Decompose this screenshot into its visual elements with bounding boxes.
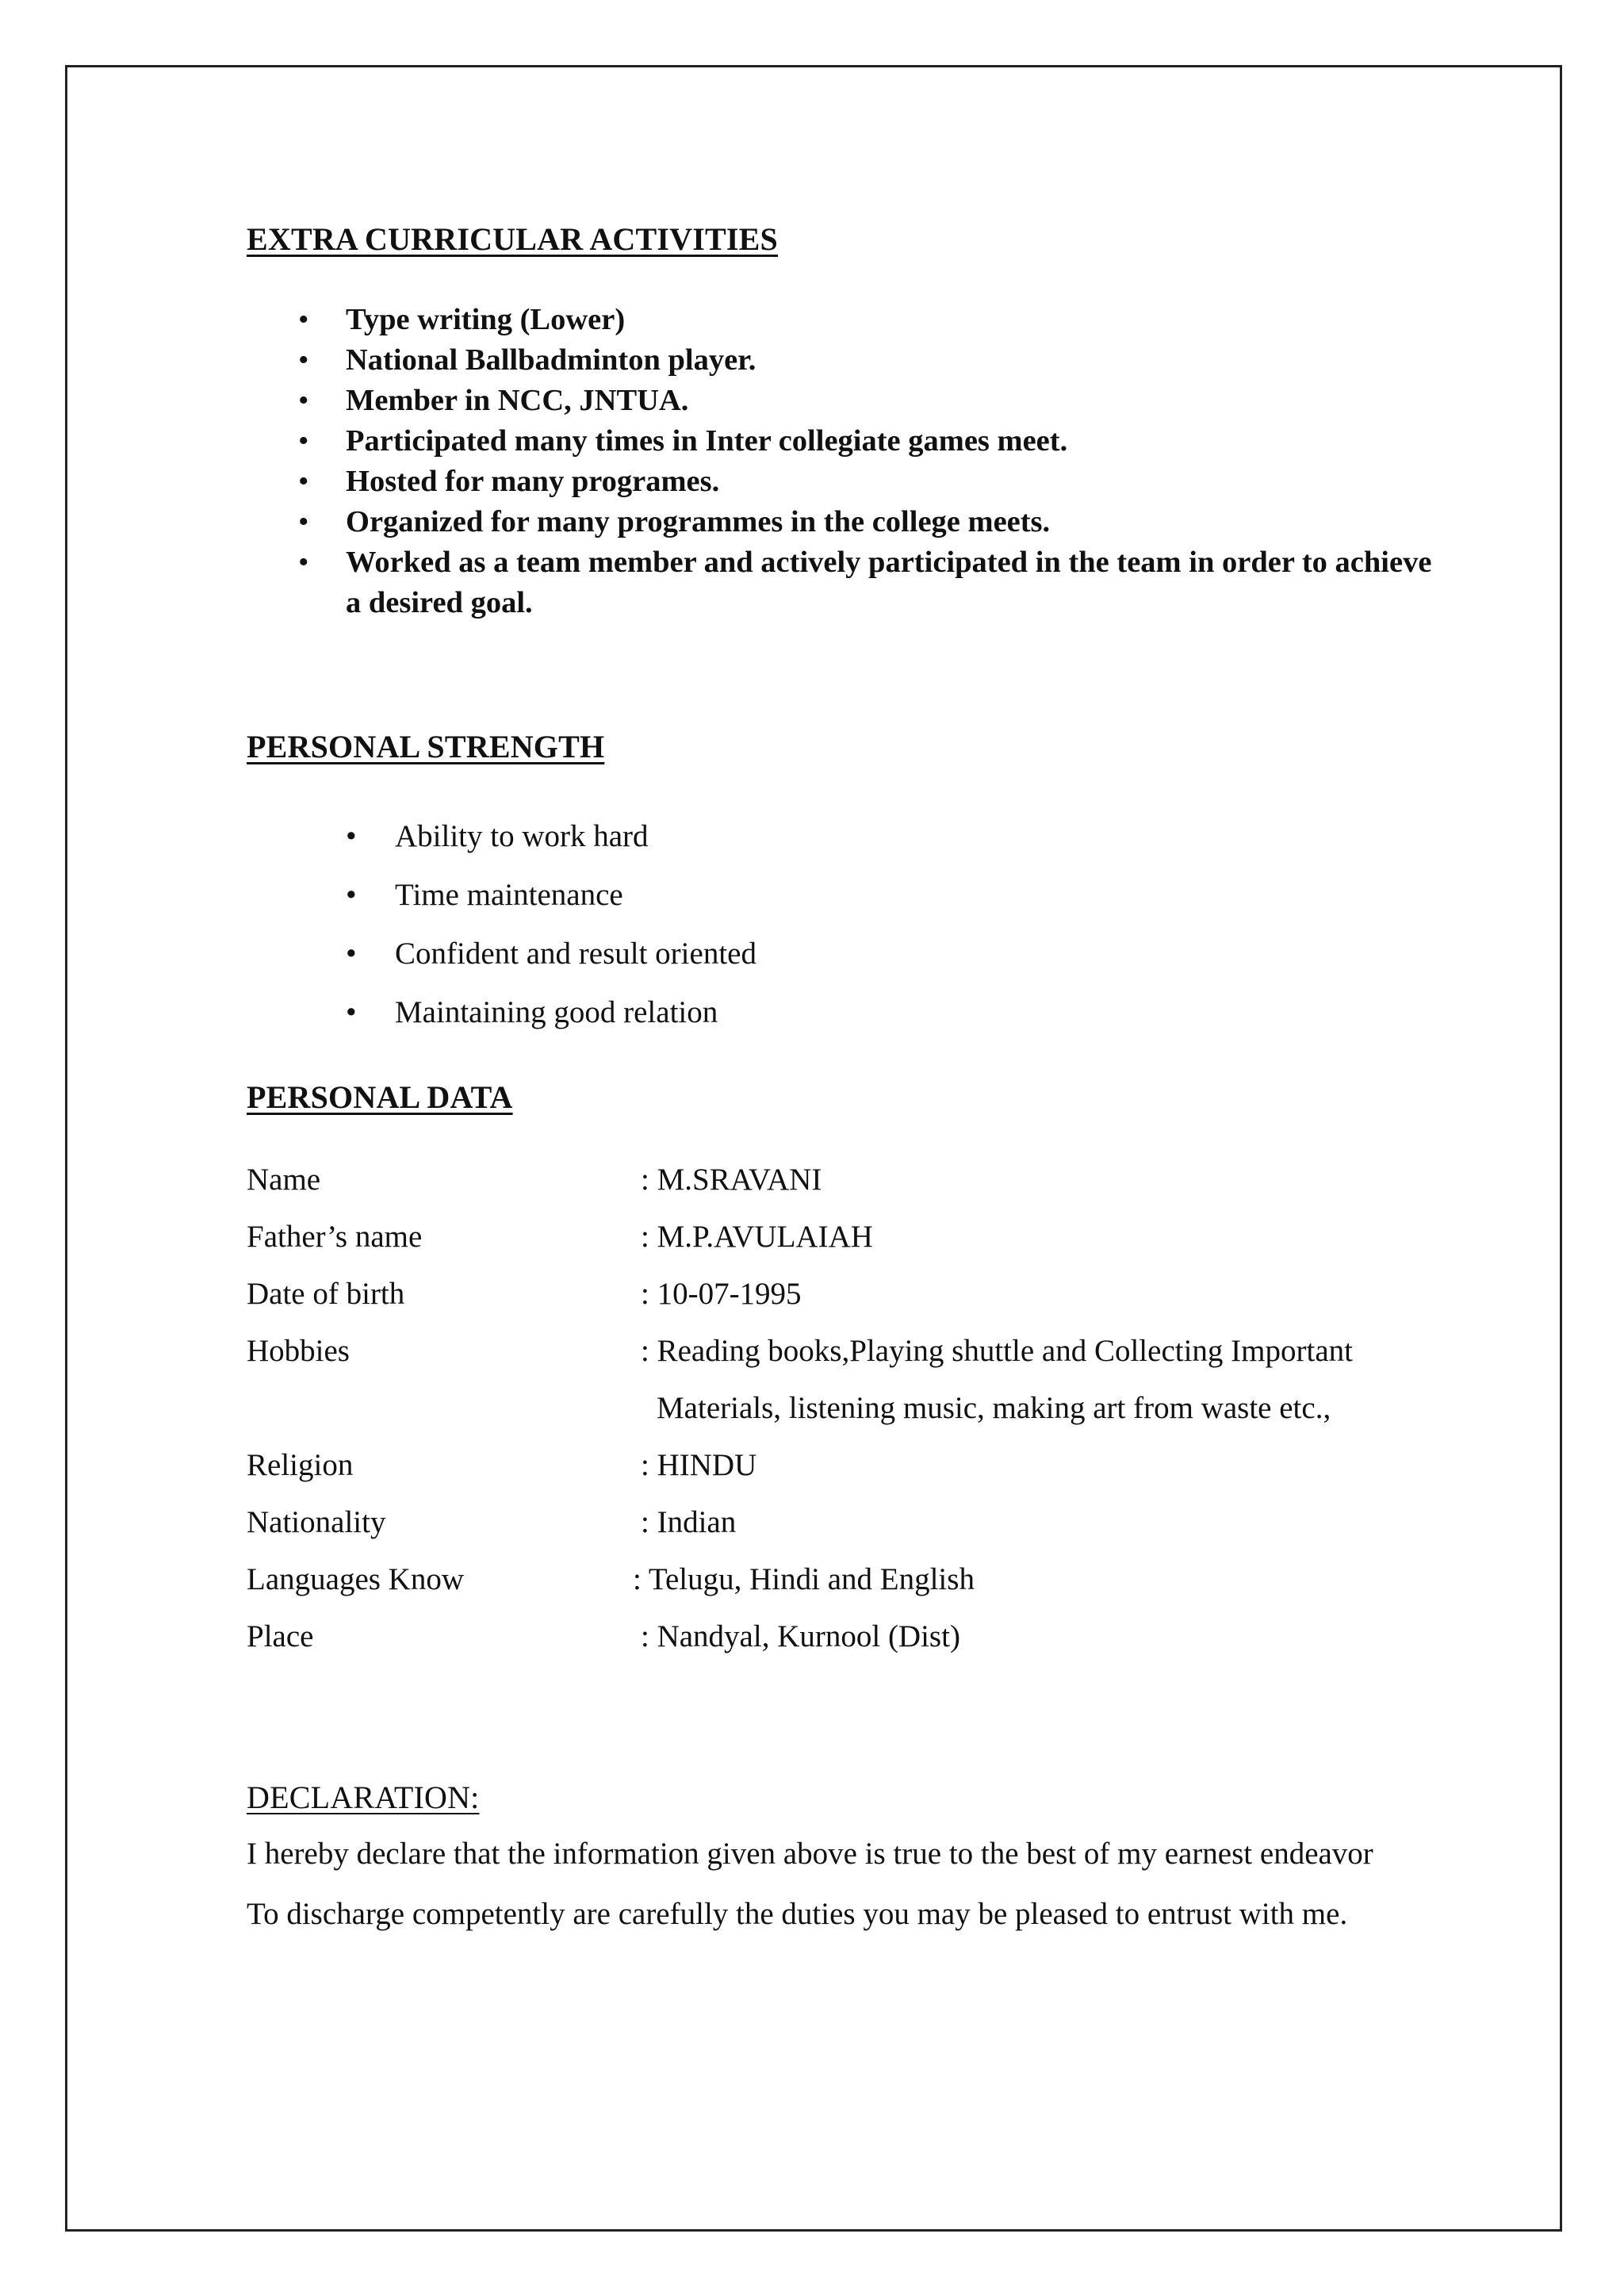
data-value: : M.P.AVULAIAH bbox=[641, 1220, 873, 1254]
extra-curricular-heading: EXTRA CURRICULAR ACTIVITIES bbox=[247, 221, 778, 257]
data-row bbox=[247, 1380, 1484, 1437]
data-row bbox=[247, 1323, 1484, 1380]
activity-text: Hosted for many programes. bbox=[346, 465, 720, 498]
list-item bbox=[247, 925, 756, 983]
declaration-text bbox=[247, 1824, 1500, 1944]
data-row bbox=[247, 1551, 1484, 1608]
bullet-icon: • bbox=[346, 878, 357, 912]
declaration-line: To discharge competently are carefully the duties you may be pleased to entrust with me. bbox=[247, 1897, 1348, 1931]
data-value: : Indian bbox=[641, 1505, 737, 1539]
bullet-icon: • bbox=[346, 937, 357, 971]
data-value: : Reading books,Playing shuttle and Collecting Important bbox=[641, 1334, 1353, 1368]
bullet-icon: • bbox=[298, 303, 309, 336]
bullet-icon: • bbox=[346, 995, 357, 1029]
bullet-icon: • bbox=[298, 465, 309, 498]
list-item bbox=[247, 983, 756, 1042]
declaration-line: I hereby declare that the information given above is true to the best of my earnest endeavor bbox=[247, 1837, 1373, 1871]
strength-text: Time maintenance bbox=[395, 878, 623, 912]
data-value: : Nandyal, Kurnool (Dist) bbox=[641, 1619, 960, 1653]
list-item bbox=[247, 340, 1452, 381]
data-row bbox=[247, 1608, 1484, 1665]
bullet-icon: • bbox=[298, 505, 309, 538]
list-item bbox=[247, 300, 1452, 340]
list-item bbox=[247, 866, 756, 925]
data-row bbox=[247, 1209, 1484, 1266]
strength-text: Maintaining good relation bbox=[395, 995, 718, 1029]
list-item bbox=[247, 462, 1452, 502]
strength-text: Confident and result oriented bbox=[395, 937, 756, 971]
bullet-icon: • bbox=[346, 819, 357, 853]
data-value: : HINDU bbox=[641, 1448, 757, 1482]
list-item bbox=[247, 502, 1452, 542]
activity-text: Participated many times in Inter collegiate games meet. bbox=[346, 424, 1068, 458]
data-label: Name bbox=[247, 1163, 321, 1197]
list-item bbox=[247, 381, 1452, 421]
data-label: Hobbies bbox=[247, 1334, 350, 1368]
activity-text: Organized for many programmes in the college meets. bbox=[346, 505, 1051, 538]
activity-text: Worked as a team member and actively participated in the team in order to achieve a desired goal. bbox=[346, 546, 1432, 619]
data-label: Languages Know bbox=[247, 1562, 465, 1596]
data-label: Nationality bbox=[247, 1505, 386, 1539]
personal-data-heading: PERSONAL DATA bbox=[247, 1079, 513, 1115]
bullet-icon: • bbox=[298, 424, 309, 458]
personal-data-table bbox=[247, 1151, 1484, 1665]
data-label: Date of birth bbox=[247, 1277, 405, 1311]
bullet-icon: • bbox=[298, 343, 309, 377]
declaration-heading: DECLARATION: bbox=[247, 1780, 480, 1815]
data-value: : Telugu, Hindi and English bbox=[633, 1562, 975, 1596]
personal-strength-list bbox=[247, 807, 756, 1042]
data-row bbox=[247, 1151, 1484, 1209]
data-label: Father’s name bbox=[247, 1220, 423, 1254]
bullet-icon: • bbox=[298, 546, 309, 579]
activity-text: National Ballbadminton player. bbox=[346, 343, 756, 377]
personal-strength-heading: PERSONAL STRENGTH bbox=[247, 729, 605, 764]
list-item bbox=[247, 542, 1452, 623]
list-item bbox=[247, 421, 1452, 462]
data-value: Materials, listening music, making art from waste etc., bbox=[657, 1391, 1331, 1425]
strength-text: Ability to work hard bbox=[395, 819, 649, 853]
activity-text: Member in NCC, JNTUA. bbox=[346, 384, 689, 417]
data-row bbox=[247, 1494, 1484, 1551]
data-label: Place bbox=[247, 1619, 314, 1653]
extra-curricular-list bbox=[247, 300, 1452, 623]
data-row bbox=[247, 1437, 1484, 1494]
data-value: : 10-07-1995 bbox=[641, 1277, 802, 1311]
data-label: Religion bbox=[247, 1448, 354, 1482]
data-row bbox=[247, 1266, 1484, 1323]
activity-text: Type writing (Lower) bbox=[346, 303, 626, 336]
data-value: : M.SRAVANI bbox=[641, 1163, 822, 1197]
bullet-icon: • bbox=[298, 384, 309, 417]
list-item bbox=[247, 807, 756, 866]
